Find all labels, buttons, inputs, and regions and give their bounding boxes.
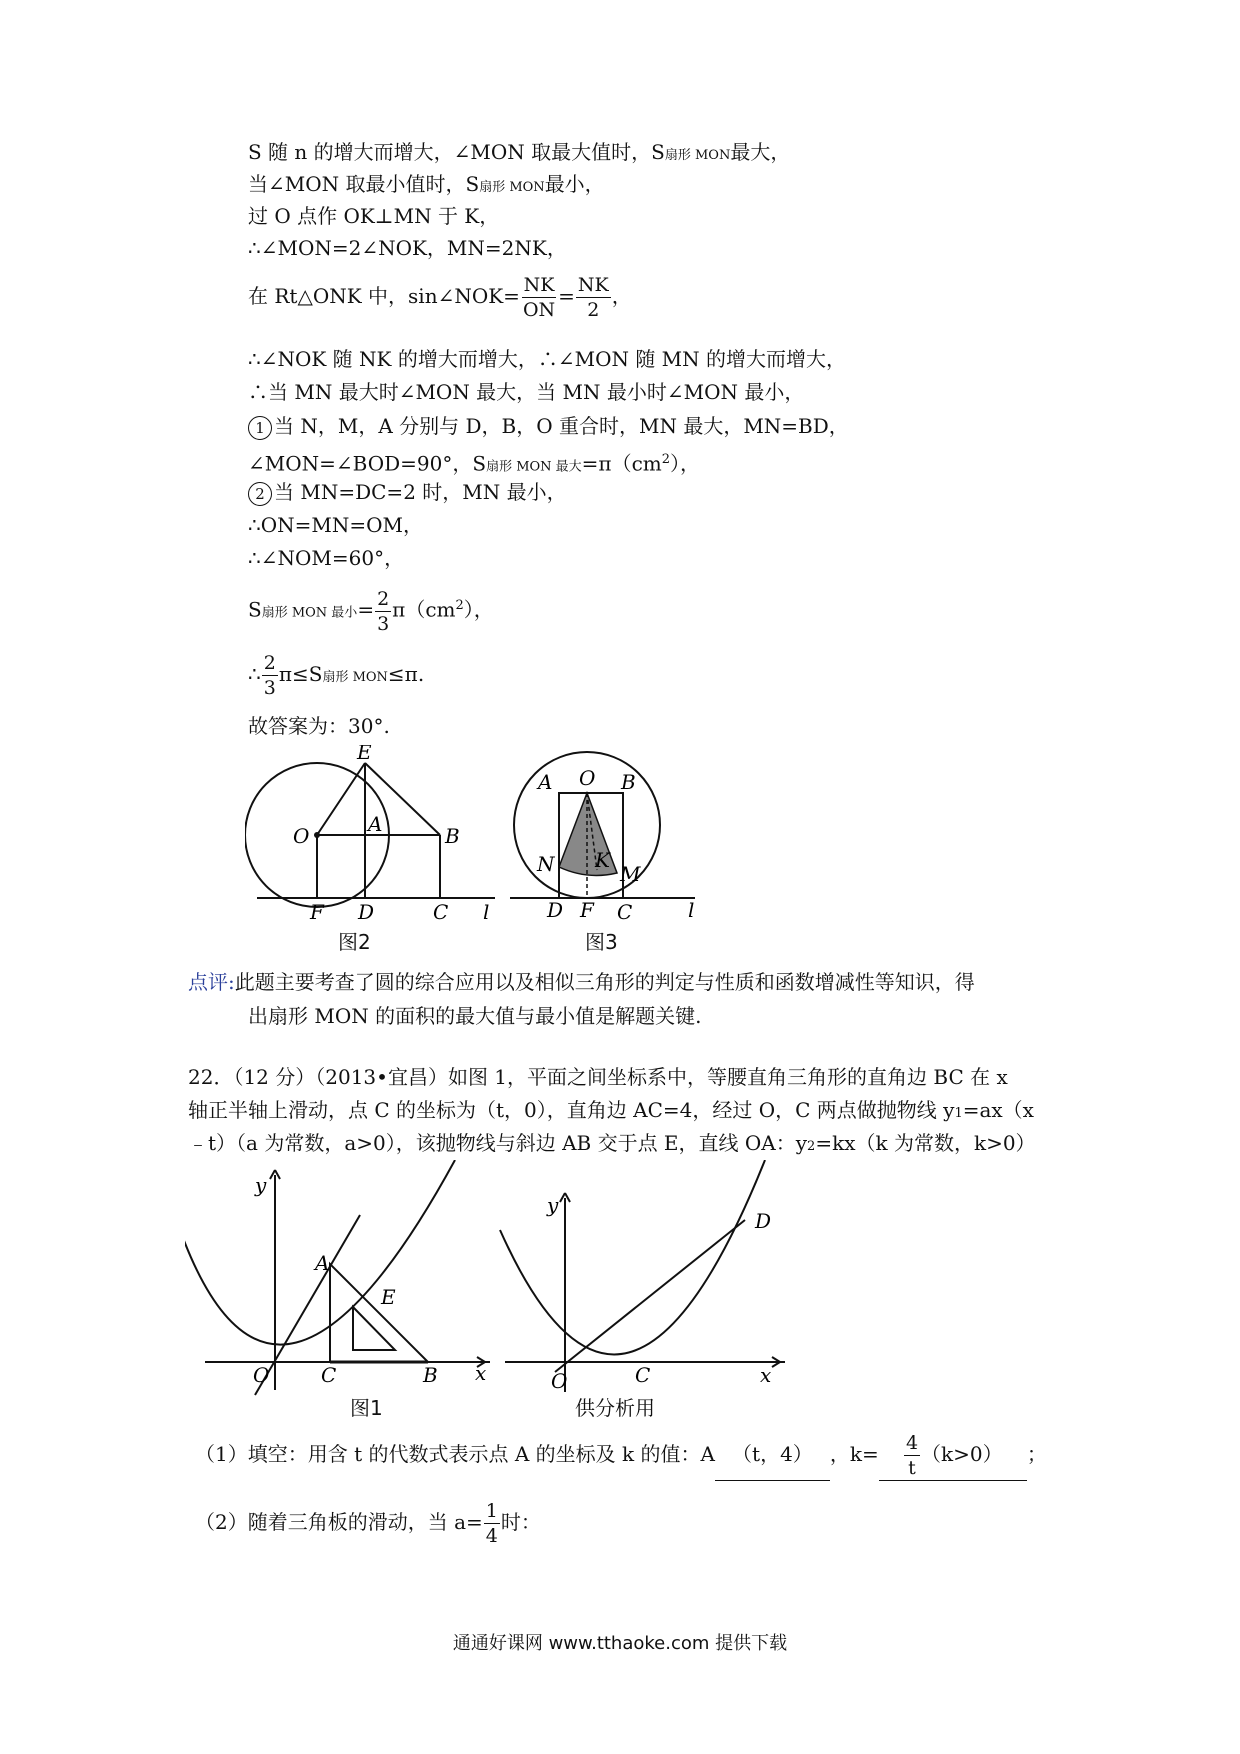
problem-line-3: ﹣t）（a 为常数，a>0），该抛物线与斜边 AB 交于点 E，直线 OA：y2=kx（k 为常数，k>0）: [188, 1131, 1036, 1155]
label-O: O: [551, 1369, 568, 1393]
label-x: x: [760, 1363, 772, 1387]
text-line: ∴ $\frac{2}{3}$ π≤S扇形 MON≤π.: [248, 652, 425, 699]
circled-number: 2: [248, 482, 272, 506]
text-line: ∴当 MN 最大时∠MON 最大，当 MN 最小时∠MON 最小，: [248, 380, 805, 404]
figure-analysis-caption: 供分析用: [575, 1396, 655, 1420]
label-y: y: [547, 1193, 559, 1217]
fraction: $\frac{1}{4}$: [485, 1500, 498, 1547]
label-C: C: [635, 1363, 651, 1387]
label-B: B: [423, 1363, 438, 1387]
text-line: ∴∠NOK 随 NK 的增大而增大，∴∠MON 随 MN 的增大而增大，: [248, 347, 847, 371]
comment-line-1: 点评:此题主要考查了圆的综合应用以及相似三角形的判定与性质和函数增减性等知识，得: [188, 970, 975, 994]
text-line: 1 当 N，M，A 分别与 D，B，O 重合时，MN 最大，MN=BD，: [248, 412, 849, 440]
answer-blank-2: $\frac{4}{t}$ （k>0）: [879, 1428, 1027, 1481]
text-line: 故答案为：30°.: [248, 714, 390, 738]
fraction: $\frac{NK}{2}$: [577, 274, 609, 321]
page-footer: 通通好课网 www.tthaoke.com 提供下载: [452, 1633, 788, 1654]
label-O: O: [579, 766, 596, 790]
text-line: 2 当 MN=DC=2 时，MN 最小，: [248, 478, 567, 506]
label-l: l: [688, 898, 695, 922]
label-O: O: [293, 824, 310, 848]
figure-3-caption: 图3: [585, 930, 618, 954]
label-A: A: [315, 1251, 330, 1275]
figure-1: [185, 1160, 505, 1400]
figure-2: [245, 745, 505, 925]
label-C: C: [433, 900, 449, 924]
text-line: S 随 n 的增大而增大，∠MON 取最大值时，S扇形 MON最大，: [248, 140, 791, 164]
text-line: 在 Rt△ONK 中，sin∠NOK= $\frac{NK}{ON}$ = $\frac{NK}{2}$ ，: [248, 274, 632, 321]
label-E: E: [381, 1285, 396, 1309]
fraction: $\frac{2}{3}$: [263, 652, 276, 699]
label-N: N: [537, 852, 555, 876]
label-C: C: [321, 1363, 337, 1387]
label-M: M: [620, 862, 641, 886]
label-B: B: [621, 770, 636, 794]
text-line: 当∠MON 取最小值时，S扇形 MON最小，: [248, 172, 605, 196]
text-line: ∴∠NOM=60°，: [248, 546, 405, 570]
label-D: D: [755, 1209, 772, 1233]
label-O: O: [253, 1363, 270, 1387]
problem-line-2: 轴正半轴上滑动，点 C 的坐标为（t，0），直角边 AC=4，经过 O，C 两点做抛物线 y1=ax（x: [188, 1098, 1034, 1122]
label-K: K: [595, 848, 610, 872]
figure-analysis: [495, 1160, 795, 1400]
label-D: D: [547, 898, 564, 922]
label-x: x: [475, 1361, 487, 1385]
text-line: S扇形 MON 最小= $\frac{2}{3}$ $\pi(cm^2)$，: [248, 587, 494, 635]
label-D: D: [358, 900, 375, 924]
fraction: $\frac{4}{t}$: [905, 1432, 919, 1479]
label-A: A: [368, 812, 383, 836]
fraction: $\frac{2}{3}$: [377, 587, 390, 635]
label-l: l: [483, 900, 490, 924]
figure-2-caption: 图2: [338, 930, 371, 954]
label-F: F: [580, 898, 594, 922]
text-line: ∴ON=MN=OM，: [248, 513, 423, 537]
comment-line-2: 出扇形 MON 的面积的最大值与最小值是解题关键.: [248, 1004, 702, 1028]
figure-1-caption: 图1: [350, 1396, 383, 1420]
label-y: y: [255, 1173, 267, 1197]
text-line: ∴∠MON=2∠NOK，MN=2NK，: [248, 236, 567, 260]
question-2: （2）随着三角板的滑动，当 a= $\frac{1}{4}$ 时：: [195, 1500, 541, 1547]
label-E: E: [357, 745, 372, 764]
comment-label: 点评:: [188, 970, 235, 994]
answer-blank-1: （t，4）: [715, 1428, 830, 1481]
text-line: ∠MON=∠BOD=90°，S扇形 MON 最大$=\pi(cm^2)$，: [248, 451, 701, 476]
figure-3: [505, 745, 720, 925]
question-1: （1）填空：用含 t 的代数式表示点 A 的坐标及 k 的值：A （t，4） ，k= $\frac{4}{t}$ （k>0） ；: [195, 1428, 1047, 1481]
label-C: C: [617, 900, 633, 924]
problem-line-1: 22．（12 分）（2013•宜昌）如图 1，平面之间坐标系中，等腰直角三角形的直角边 BC 在 x: [188, 1065, 1008, 1089]
circled-number: 1: [248, 416, 272, 440]
label-B: B: [445, 824, 460, 848]
fraction: $\frac{NK}{ON}$: [522, 274, 556, 321]
label-A: A: [538, 770, 553, 794]
text-line: 过 O 点作 OK⊥MN 于 K，: [248, 204, 500, 228]
label-F: F: [310, 900, 324, 924]
